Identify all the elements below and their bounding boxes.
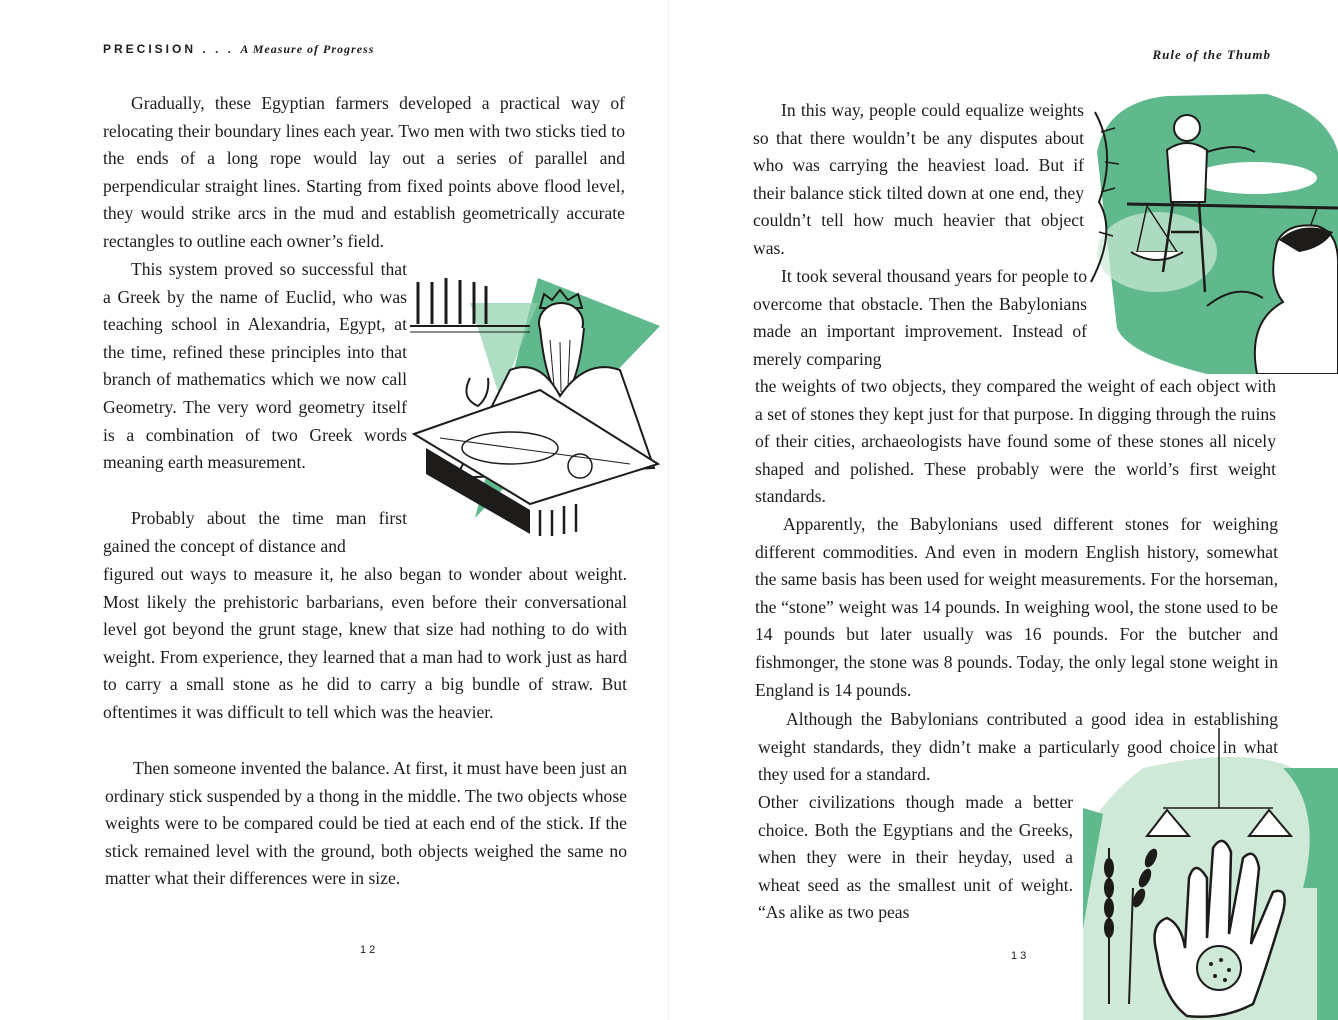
page-number: 13: [1011, 950, 1030, 962]
paragraph: Other civilizations though made a better choice. Both the Egyptians and the Greeks, when they were in their heyday, used a wheat seed as the smallest unit of weight. “As alike as two peas: [758, 792, 1073, 923]
prehistoric-balance-illustration: [1087, 92, 1338, 374]
paragraph: This system proved so successful that a Greek by the name of Euclid, who was teaching school in Alexandria, Egypt, at the time, refined these principles into that branch of mathematics which we now call Geometry. The very word geometry itself is a combination of two Greek words meaning earth measurement.: [103, 259, 407, 473]
running-head-right: Rule of the Thumb: [1152, 47, 1271, 62]
running-head-left: [103, 42, 374, 57]
page-number: 12: [360, 944, 379, 956]
paragraph: In this way, people could equalize weights so that there wouldn’t be any disputes about who was carrying the heaviest load. But if their balance stick tilted down at one end, they couldn’t tell how much heavier that object was.: [753, 100, 1084, 258]
paragraph: Probably about the time man first gained the concept of distance and: [103, 508, 407, 556]
paragraph: It took several thousand years for people to overcome that obstacle. Then the Babylonians made an important improvement. Instead of merely comparing: [753, 266, 1087, 369]
right-page: [669, 0, 1338, 1020]
paragraph: Apparently, the Babylonians used different stones for weighing different commodities. And even in modern English history, somewhat the same basis has been used for weight measurements. For the horseman, the “stone” weight was 14 pounds. In weighing wool, the stone used to be 14 pounds but later usually was 16 pounds. For the butcher and fishmonger, the stone was 8 pounds. Today, the only legal stone weight in England is 14 pounds.: [755, 514, 1278, 700]
paragraph: Although the Babylonians contributed a good idea in establishing weight standards, they didn’t make a particularly good choice in what they used for a standard.: [758, 709, 1278, 785]
running-head-title: PRECISION . . .: [103, 42, 235, 56]
paragraph: Then someone invented the balance. At first, it must have been just an ordinary stick suspended by a thong in the middle. The two objects whose weights were to be compared could be tied at each end of the stick. If the stick remained level with the ground, both objects weighed the same no matter what their differences were in size.: [105, 758, 627, 889]
paragraph: figured out ways to measure it, he also began to wonder about weight. Most likely the prehistoric barbarians, even before their conversational level got beyond the grunt stage, knew that size had nothing to do with weight. From experience, they learned that a man had to work just as hard to carry a small stone as he did to carry a big bundle of straw. But oftentimes it was difficult to tell which was the heavier.: [103, 564, 627, 722]
hand-wheat-scale-illustration: [1083, 728, 1338, 1020]
paragraph: Gradually, these Egyptian farmers developed a practical way of relocating their boundary lines each year. Two men with two sticks tied to the ends of a long rope would lay out a series of parallel and perpendicular straight lines. Starting from fixed points above flood level, they would strike arcs in the mud and establish geometrically accurate rectangles to outline each owner’s field.: [103, 93, 625, 251]
paragraph: the weights of two objects, they compared the weight of each object with a set of stones they kept just for that purpose. In digging through the ruins of their cities, archaeologists have found some of these stones all nicely shaped and polished. These probably were the world’s first weight standards.: [755, 376, 1276, 507]
euclid-illustration: [410, 278, 665, 540]
running-head-subtitle: A Measure of Progress: [240, 42, 375, 56]
